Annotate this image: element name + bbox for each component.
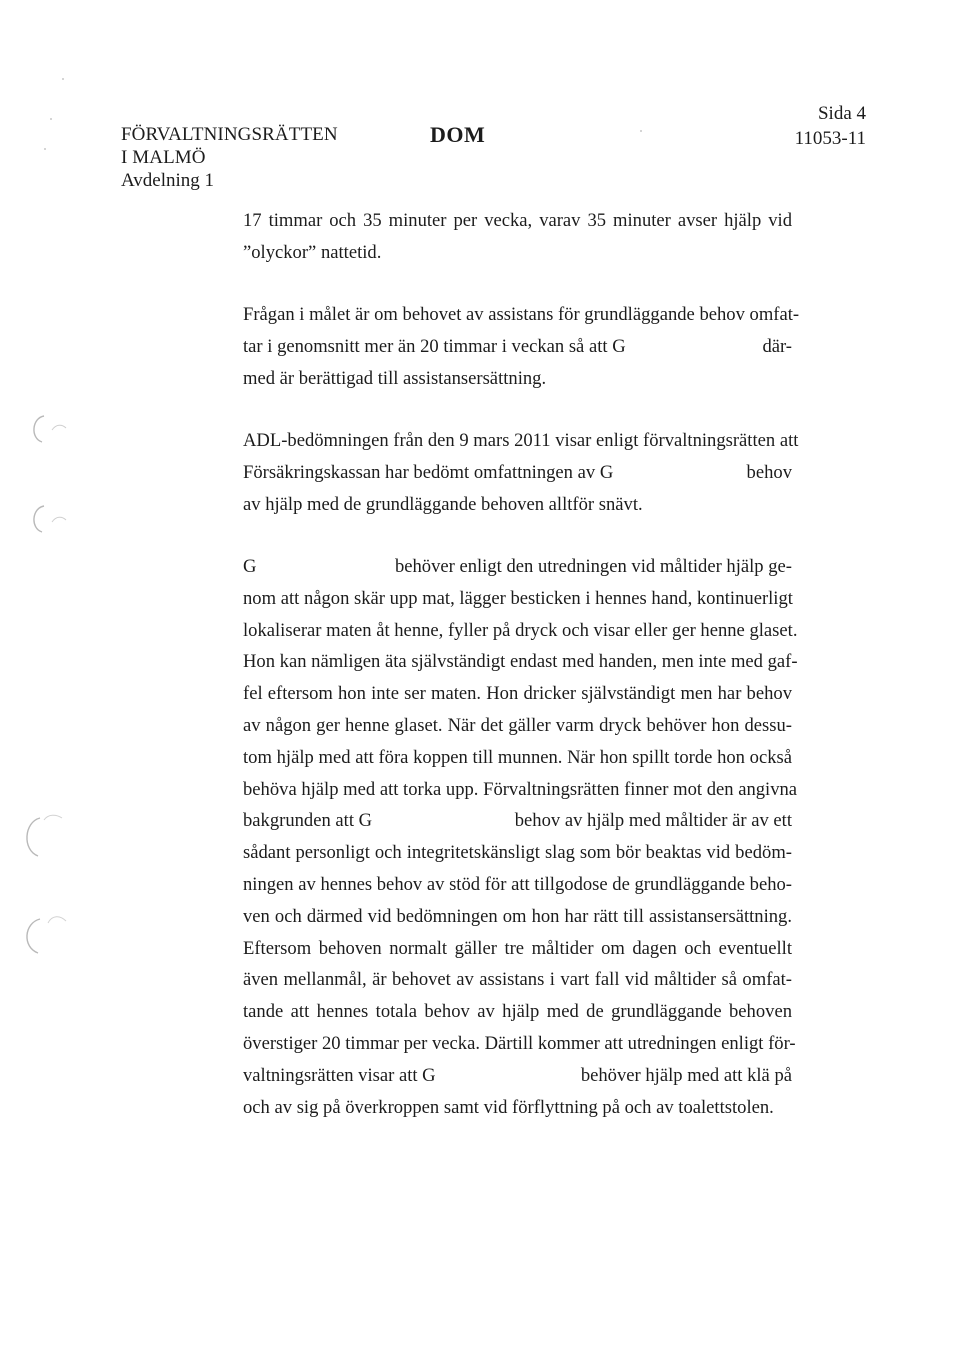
text-line: med är berättigad till assistansersättning.	[243, 367, 547, 389]
text-line: och av sig på överkroppen samt vid förflyttning på och av toalettstolen.	[243, 1096, 774, 1118]
text-line: behöva hjälp med att torka upp. Förvaltningsrätten finner mot den angivna	[243, 778, 798, 800]
court-name-line2: I MALMÖ	[121, 147, 206, 168]
text-fragment: där-	[762, 335, 792, 357]
document-type: DOM	[430, 122, 486, 147]
punch-hole-mark-4	[14, 905, 84, 965]
text-line: ADL-bedömningen från den 9 mars 2011 visar enligt förvaltningsrätten att	[243, 430, 799, 451]
text-fragment: bakgrunden att G	[243, 810, 373, 832]
scan-speck	[62, 78, 64, 80]
text-line: 17 timmar och 35 minuter per vecka, varav 35 minuter avser hjälp vid	[243, 210, 792, 231]
punch-hole-mark-1	[22, 410, 92, 460]
text-fragment: behov av hjälp med måltider är av ett	[514, 810, 792, 832]
text-fragment: behöver hjälp med att klä på	[580, 1064, 792, 1086]
punch-hole-mark-2	[22, 500, 92, 550]
text-line: tom hjälp med att föra koppen till munnen. När hon spillt torde hon också	[243, 746, 792, 768]
text-line: ven och därmed vid bedömningen om hon har rätt till assistansersättning.	[243, 905, 792, 927]
text-line	[243, 457, 792, 489]
scan-speck	[50, 118, 52, 120]
page-number: Sida 4	[817, 103, 866, 124]
department-label: Avdelning 1	[121, 170, 215, 191]
paragraph-3	[243, 425, 799, 520]
text-fragment: Försäkringskassan har bedömt omfattningen av G	[243, 461, 614, 483]
court-name-line1: FÖRVALTNINGSRÄTTEN	[121, 124, 338, 145]
text-line: sådant personligt och integritetskänsligt slag som bör beaktas vid bedöm-	[243, 842, 792, 864]
text-fragment: valtningsrätten visar att G	[243, 1064, 436, 1086]
text-fragment: behöver enligt den utredningen vid måltider hjälp ge-	[394, 556, 792, 577]
paragraph-1	[243, 205, 792, 269]
paragraph-4	[243, 551, 798, 1123]
text-line: fel eftersom hon inte ser maten. Hon dricker självständigt men har behov	[243, 683, 792, 705]
text-line: lokaliserar maten åt henne, fyller på dryck och visar eller ger henne glaset.	[243, 619, 798, 641]
text-line: av någon ger henne glaset. När det gäller varm dryck behöver hon dessu-	[243, 714, 792, 736]
scan-speck	[640, 130, 642, 132]
text-line	[243, 1060, 792, 1092]
text-line: Frågan i målet är om behovet av assistans för grundläggande behov omfat-	[243, 304, 800, 325]
court-header	[121, 123, 338, 192]
text-line: Hon kan nämligen äta självständigt endast med handen, men inte med gaf-	[243, 651, 798, 673]
case-number: 11053-11	[794, 128, 866, 149]
text-line	[243, 551, 792, 583]
text-line: ”olyckor” nattetid.	[243, 241, 382, 263]
text-line: ningen av hennes behov av stöd för att tillgodose de grundläggande beho-	[243, 873, 792, 895]
text-line: Eftersom behoven normalt gäller tre måltider om dagen och eventuellt	[243, 937, 792, 959]
punch-hole-mark-3	[14, 810, 84, 870]
text-fragment: tar i genomsnitt mer än 20 timmar i veckan så att G	[243, 335, 626, 357]
page-info	[795, 101, 866, 151]
text-line	[243, 331, 792, 363]
text-line: av hjälp med de grundläggande behoven alltför snävt.	[243, 493, 643, 515]
text-line: tande att hennes totala behov av hjälp med de grundläggande behoven	[243, 1001, 792, 1023]
text-line: nom att någon skär upp mat, lägger besticken i hennes hand, kontinuerligt	[243, 587, 793, 609]
text-line	[243, 805, 792, 837]
paragraph-2	[243, 299, 800, 394]
text-line: även mellanmål, är behovet av assistans i vart fall vid måltider så omfat-	[243, 969, 792, 991]
text-line: överstiger 20 timmar per vecka. Därtill kommer att utredningen enligt för-	[243, 1032, 796, 1054]
text-fragment: G	[243, 556, 257, 577]
scan-speck	[44, 148, 46, 150]
text-fragment: behov	[746, 461, 792, 483]
